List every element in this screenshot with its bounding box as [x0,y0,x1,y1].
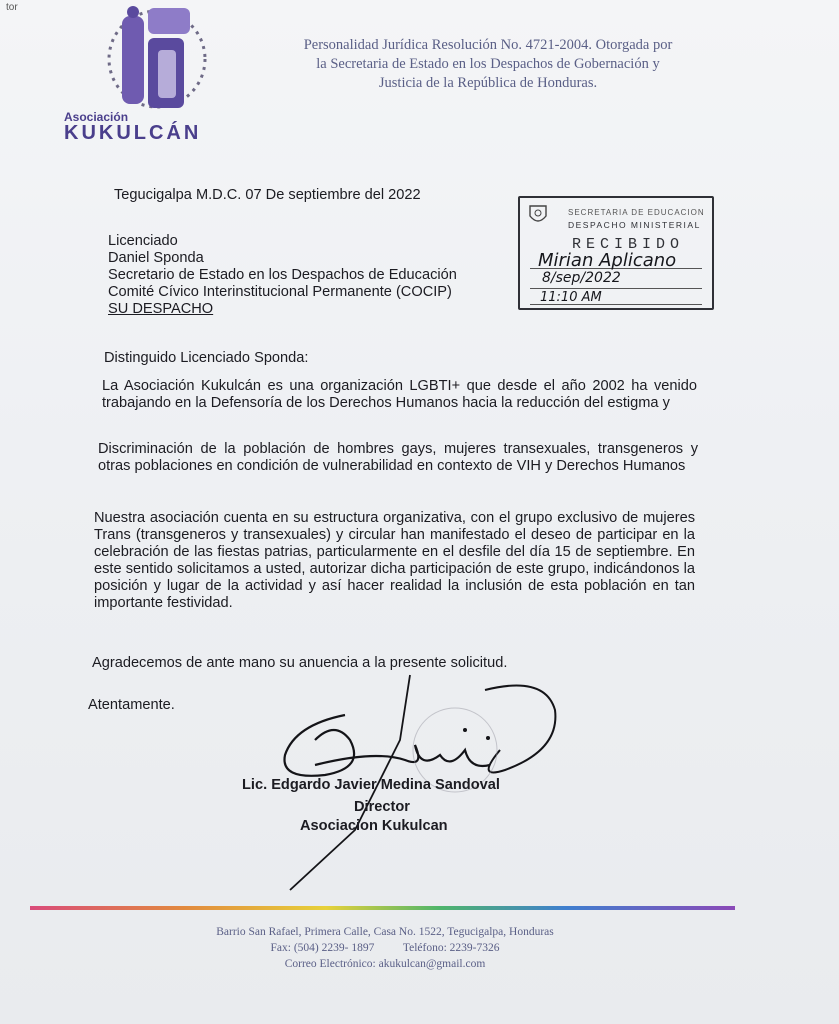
rainbow-divider [30,906,735,910]
kukulcan-logo [62,4,257,144]
signatory-title: Director [354,799,410,815]
recipient-line: Daniel Sponda [108,250,204,266]
recipient-block [108,233,528,318]
legal-line: Personalidad Jurídica Resolución No. 4721-2004. Otorgada por [303,37,673,53]
legal-registration [258,36,718,93]
received-stamp [518,196,714,310]
stamp-handwritten-time: 11:10 AM [540,290,602,305]
paragraph-2: Nuestra asociación cuenta en su estructura organizativa, con el grupo exclusivo de mujeres Trans (transgeneros y transexuales) y circular han manifestado el deseo de participar en la celebración de las fiestas patrias, particularmente en el desfile del día 15 de septiembre. En este sentido solicitamos a usted, autorizar dicha participación de este grupo, indicándonos la posición y lugar de la actividad y así hacer realidad la inclusión de esta población en tan importante festividad. [94,510,695,611]
footer-phone: Fax: (504) 2239- 1897 Teléfono: 2239-7326 [270,942,500,954]
closing: Atentamente. [88,697,175,713]
footer-address: Barrio San Rafael, Primera Calle, Casa No. 1522, Tegucigalpa, Honduras [216,926,554,938]
stamp-line-1: SECRETARIA DE EDUCACION [568,208,705,217]
signatory-name: Lic. Edgardo Javier Medina Sandoval [242,777,500,793]
recipient-line: Secretario de Estado en los Despachos de Educación [108,267,457,283]
recipient-line: Licenciado [108,233,178,249]
thanks-line: Agradecemos de ante mano su anuencia a la presente solicitud. [92,655,508,671]
greeting: Distinguido Licenciado Sponda: [104,350,309,366]
stamp-handwritten-name: Mirian Aplicano [538,250,677,271]
recipient-line: SU DESPACHO [108,301,214,317]
crest-icon [528,204,548,226]
stamp-rule [530,288,702,289]
legal-line: la Secretaria de Estado en los Despachos de Gobernación y [316,56,660,72]
recipient-line: Comité Cívico Interinstitucional Permanente (COCIP) [108,284,452,300]
logo-caption-big: KUKULCÁN [64,122,202,144]
kukulcan-emblem-icon [62,4,257,114]
paragraph-1: La Asociación Kukulcán es una organización LGBTI+ que desde el año 2002 ha venido trabajando en la Defensoría de los Derechos Humanos hacia la reducción del estigma y [102,378,697,411]
legal-line: Justicia de la República de Honduras. [378,75,598,91]
signatory-org: Asociacion Kukulcan [300,818,448,834]
paragraph-1b: Discriminación de la población de hombres gays, mujeres transexuales, transgeneros y otras poblaciones en condición de vulnerabilidad en contexto de VIH y Derechos Humanos [98,441,698,474]
footer-contact [150,924,620,972]
stamp-line-2: DESPACHO MINISTERIAL [568,220,701,230]
corner-mark: tor [6,2,18,13]
footer-email: Correo Electrónico: akukulcan@gmail.com [284,958,486,970]
stamp-handwritten-date: 8/sep/2022 [542,270,621,286]
stamp-received: RECIBIDO [572,236,685,253]
letter-date: Tegucigalpa M.D.C. 07 De septiembre del 2022 [114,187,421,203]
logo-caption-small: Asociación [64,110,129,124]
